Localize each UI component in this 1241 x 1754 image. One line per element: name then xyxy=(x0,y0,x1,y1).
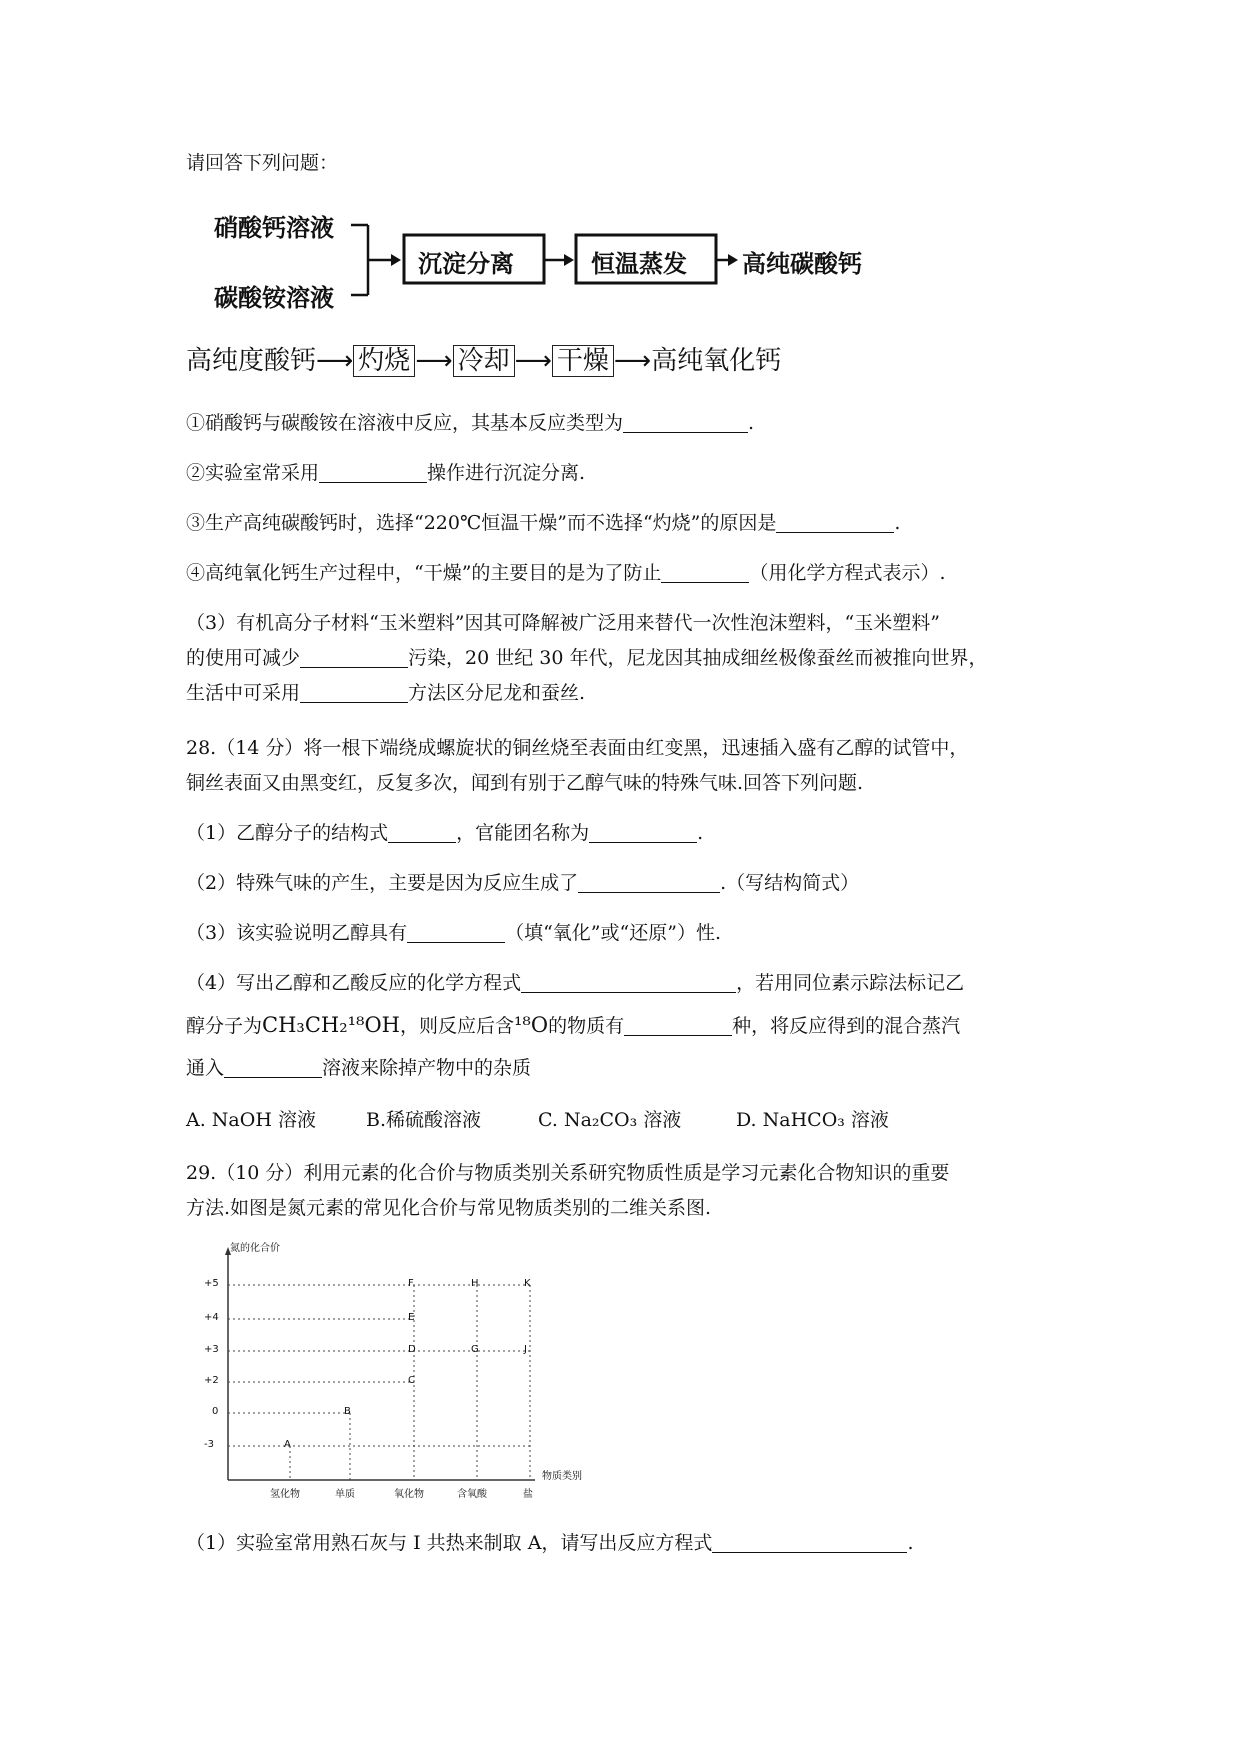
q28-part3 xyxy=(186,920,721,946)
chart-point-label: K xyxy=(524,1278,531,1289)
option-b[interactable]: B.稀硫酸溶液 xyxy=(366,1109,482,1131)
question-4-text-end: （用化学方程式表示）. xyxy=(749,562,946,584)
part3-line2-start: 的使用可减少 xyxy=(186,647,301,669)
answer-blank[interactable] xyxy=(300,647,408,668)
arrow-icon: ⟶ xyxy=(316,346,354,376)
q28-part3-text2: （填“氧化”或“还原”）性. xyxy=(505,922,721,944)
y-tick-label: +3 xyxy=(204,1344,219,1355)
option-c[interactable]: C. Na₂CO₃ 溶液 xyxy=(538,1109,682,1131)
q28-part4-text6: 种，将反应得到的混合蒸汽 xyxy=(732,1015,961,1037)
q29-part1-end: . xyxy=(907,1532,914,1554)
q28-line2: 铜丝表面又由黑变红，反复多次，闻到有别于乙醇气味的特殊气味.回答下列问题. xyxy=(186,772,864,794)
answer-blank[interactable] xyxy=(388,822,456,843)
chart-point-label: F xyxy=(408,1278,414,1289)
flow1-step2: 恒温蒸发 xyxy=(591,250,687,278)
intro-text: 请回答下列问题： xyxy=(186,152,339,174)
question-1: ①硝酸钙与碳酸铵在溶液中反应，其基本反应类型为 . xyxy=(186,412,755,434)
q28-part2 xyxy=(186,870,859,896)
flow1-input1: 硝酸钙溶液 xyxy=(214,214,334,242)
part3-line3-start: 生活中可采用 xyxy=(186,682,301,704)
y-tick-label: -3 xyxy=(204,1439,214,1450)
q29-part1-text: （1）实验室常用熟石灰与 I 共热来制取 A，请写出反应方程式 xyxy=(186,1532,713,1554)
chart-xlabel: 物质类别 xyxy=(542,1471,582,1482)
part3-line3-end: 方法区分尼龙和蚕丝. xyxy=(408,682,586,704)
isotope-label: ¹⁸O xyxy=(514,1013,549,1037)
y-tick-label: +4 xyxy=(204,1312,219,1323)
part3-line2 xyxy=(186,645,988,671)
arrow-icon: ⟶ xyxy=(613,346,652,376)
answer-blank[interactable] xyxy=(319,462,427,483)
flow-diagram-2 xyxy=(186,344,781,378)
answer-blank[interactable] xyxy=(407,922,505,943)
q28-part1: （1）乙醇分子的结构式 ，官能团名称为 . xyxy=(186,822,704,844)
q28-part2-text2: .（写结构简式） xyxy=(720,872,860,894)
q28-part1-text2: ，官能团名称为 xyxy=(456,822,590,844)
part3-line2-end: 污染，20 世纪 30 年代，尼龙因其抽成细丝极像蚕丝而被推向世界， xyxy=(408,647,988,669)
valence-chart xyxy=(190,1235,610,1510)
question-1-text: ①硝酸钙与碳酸铵在溶液中反应，其基本反应类型为 xyxy=(186,412,624,434)
option-d[interactable]: D. NaHCO₃ 溶液 xyxy=(736,1109,889,1131)
q28-part4-line2 xyxy=(186,1012,960,1039)
flow-diagram-1 xyxy=(186,200,886,310)
chart-point-label: J xyxy=(524,1344,527,1355)
answer-blank[interactable] xyxy=(712,1532,907,1553)
answer-blank[interactable] xyxy=(224,1057,322,1078)
chart-point-label: D xyxy=(408,1344,416,1355)
x-tick-label: 单质 xyxy=(335,1489,355,1500)
q28-part4-text: （4）写出乙醇和乙酸反应的化学方程式 xyxy=(186,972,522,994)
chart-point-label: H xyxy=(471,1278,479,1289)
q28-part4-text5: 的物质有 xyxy=(548,1015,625,1037)
q29-part1 xyxy=(186,1530,913,1556)
answer-blank[interactable] xyxy=(623,412,748,433)
chart-point-label: C xyxy=(408,1375,415,1386)
q28-part3-text: （3）该实验说明乙醇具有 xyxy=(186,922,408,944)
flow2-start: 高纯度酸钙 xyxy=(186,346,317,376)
chart-point-label: E xyxy=(408,1312,415,1323)
arrow-icon: ⟶ xyxy=(514,346,552,376)
question-2-text: ②实验室常采用 xyxy=(186,462,320,484)
q28-part2-text: （2）特殊气味的产生，主要是因为反应生成了 xyxy=(186,872,579,894)
flow1-step1: 沉淀分离 xyxy=(418,250,514,278)
y-tick-label: 0 xyxy=(212,1406,219,1417)
answer-blank[interactable] xyxy=(776,512,894,533)
question-3-text: ③生产高纯碳酸钙时，选择“220℃恒温干燥”而不选择“灼烧”的原因是 xyxy=(186,512,777,534)
flow2-step3: 干燥 xyxy=(552,345,614,377)
q29-line2: 方法.如图是氮元素的常见化合价与常见物质类别的二维关系图. xyxy=(186,1197,712,1219)
y-tick-label: +2 xyxy=(204,1375,219,1386)
question-3: ③生产高纯碳酸钙时，选择“220℃恒温干燥”而不选择“灼烧”的原因是 . xyxy=(186,512,901,534)
q28-part4-text4: ，则反应后含 xyxy=(399,1015,514,1037)
flow2-end: 高纯氧化钙 xyxy=(651,346,782,376)
question-2-text-end: 操作进行沉淀分离. xyxy=(427,462,586,484)
q28-part4-line3 xyxy=(186,1055,531,1081)
chart-ylabel: 氮的化合价 xyxy=(230,1243,280,1254)
q28-part4-text8: 溶液来除掉产物中的杂质 xyxy=(322,1057,532,1079)
x-tick-label: 含氧酸 xyxy=(457,1489,487,1500)
question-2 xyxy=(186,460,585,486)
answer-blank[interactable] xyxy=(300,682,408,703)
flow2-step2: 冷却 xyxy=(453,345,515,377)
answer-blank[interactable] xyxy=(624,1015,732,1036)
q28-part4-line1 xyxy=(186,970,964,996)
q29-line1: 29.（10 分）利用元素的化合价与物质类别关系研究物质性质是学习元素化合物知识的重要 xyxy=(186,1162,950,1184)
answer-blank[interactable] xyxy=(589,822,697,843)
y-tick-label: +5 xyxy=(204,1278,219,1289)
q28-part4-text7: 通入 xyxy=(186,1057,225,1079)
answer-blank[interactable] xyxy=(661,562,749,583)
x-tick-label: 氢化物 xyxy=(270,1489,300,1500)
flow2-step1: 灼烧 xyxy=(353,345,415,377)
q28-part4-text2: ，若用同位素示踪法标记乙 xyxy=(736,972,965,994)
flow1-output: 高纯碳酸钙 xyxy=(742,250,862,278)
question-4-text: ④高纯氧化钙生产过程中，“干燥”的主要目的是为了防止 xyxy=(186,562,662,584)
q28-part4-text3: 醇分子为 xyxy=(186,1015,263,1037)
chart-point-label: G xyxy=(471,1344,479,1355)
ethanol-formula: CH₃CH₂¹⁸OH xyxy=(262,1013,400,1037)
flow1-input2: 碳酸铵溶液 xyxy=(214,284,334,312)
answer-blank[interactable] xyxy=(578,872,720,893)
q28-line1: 28.（14 分）将一根下端绕成螺旋状的铜丝烧至表面由红变黑，迅速插入盛有乙醇的试管中， xyxy=(186,737,969,759)
arrow-icon: ⟶ xyxy=(415,346,453,376)
chart-point-label: B xyxy=(344,1406,351,1417)
option-a[interactable]: A. NaOH 溶液 xyxy=(186,1109,316,1131)
part3-line1: （3）有机高分子材料“玉米塑料”因其可降解被广泛用来替代一次性泡沫塑料，“玉米塑料” xyxy=(186,612,940,634)
q28-part1-text: （1）乙醇分子的结构式 xyxy=(186,822,389,844)
part3-line3 xyxy=(186,680,585,706)
answer-blank[interactable] xyxy=(521,972,736,993)
x-tick-label: 氧化物 xyxy=(394,1489,424,1500)
question-4 xyxy=(186,560,945,586)
chart-point-label: A xyxy=(284,1439,291,1450)
x-tick-label: 盐 xyxy=(523,1489,533,1500)
